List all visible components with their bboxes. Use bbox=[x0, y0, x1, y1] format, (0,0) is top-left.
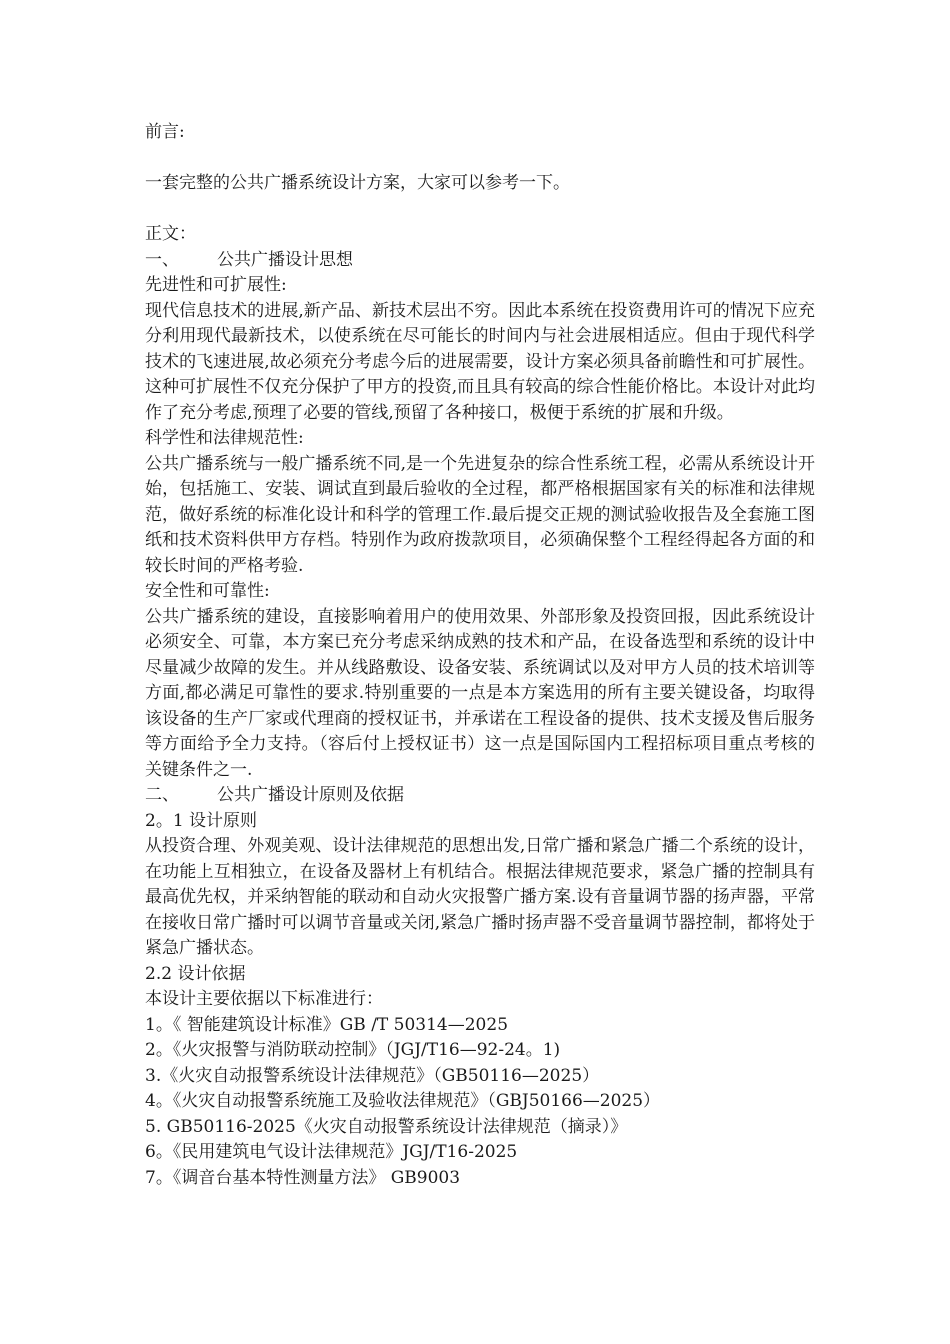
body-label: 正文： bbox=[145, 224, 196, 244]
list-item: 2。《火灾报警与消防联动控制》（JGJ/T16—92-24。1) bbox=[145, 1040, 561, 1060]
blank-line bbox=[145, 146, 815, 172]
subsection-2-1-text: 从投资合理、外观美观、设计法律规范的思想出发,日常广播和紧急广播二个系统的设计，在功能上互相独立，在设备及器材上有机结合。根据法律规范要求，紧急广播的控制具有最高优先权，并采纳智能的联动和自动火灾报警广播方案.设有音量调节器的扬声器，平常在接收日常广播时可以调节音量或关闭,紧急广播时扬声器不受音量调节器控制，都将处于紧急广播状态。 bbox=[145, 836, 815, 958]
section-2-title: 公共广播设计原则及依据 bbox=[217, 785, 404, 805]
item-text-safety: 公共广播系统的建设，直接影响着用户的使用效果、外部形象及投资回报，因此系统设计必须安全、可靠，本方案已充分考虑采纳成熟的技术和产品，在设备选型和系统的设计中尽量减少故障的发生。并从线路敷设、设备安装、系统调试以及对甲方人员的技术培训等方面,都必满足可靠性的要求.特别重要的一点是本方案选用的所有主要关键设备，均取得该设备的生产厂家或代理商的授权证书，并承诺在工程设备的提供、技术支援及售后服务等方面给予全力支持。（容后付上授权证书）这一点是国际国内工程招标项目重点考核的关键条件之一. bbox=[145, 606, 815, 780]
preface-text: 一套完整的公共广播系统设计方案，大家可以参考一下。 bbox=[145, 173, 570, 193]
item-heading-safety: 安全性和可靠性: bbox=[145, 581, 270, 601]
list-item: 4。《火灾自动报警系统施工及验收法律规范》（GBJ50166—2025） bbox=[145, 1091, 661, 1111]
section-1-title: 公共广播设计思想 bbox=[217, 249, 353, 270]
list-item: 7。《调音台基本特性测量方法》 GB9003 bbox=[145, 1167, 461, 1188]
standards-list bbox=[145, 1013, 815, 1192]
item-heading-scientific: 科学性和法律规范性: bbox=[145, 428, 304, 448]
blank-line bbox=[145, 197, 815, 223]
section-1-heading bbox=[145, 248, 815, 274]
section-2-heading bbox=[145, 783, 815, 809]
list-item: 1。《 智能建筑设计标准》GB /T 50314—2025 bbox=[145, 1014, 509, 1035]
list-item: 5. GB50116-2025《火灾自动报警系统设计法律规范（摘录）》 bbox=[145, 1116, 628, 1137]
subsection-2-2-intro: 本设计主要依据以下标准进行： bbox=[145, 989, 383, 1009]
preface-label: 前言: bbox=[145, 122, 185, 142]
section-2-number: 二、 bbox=[145, 785, 179, 805]
item-heading-advanced: 先进性和可扩展性: bbox=[145, 275, 287, 295]
item-text-advanced: 现代信息技术的进展,新产品、新技术层出不穷。因此本系统在投资费用许可的情况下应充分利用现代最新技术，以使系统在尽可能长的时间内与社会进展相适应。但由于现代科学技术的飞速进展,故必须充分考虑今后的进展需要，设计方案必须具备前瞻性和可扩展性。这种可扩展性不仅充分保护了甲方的投资,而且具有较高的综合性能价格比。本设计对此均作了充分考虑,预理了必要的管线,预留了各种接口，极便于系统的扩展和升级。 bbox=[145, 300, 815, 423]
document-page bbox=[145, 120, 815, 1191]
section-1-number: 一、 bbox=[145, 249, 179, 270]
list-item: 6。《民用建筑电气设计法律规范》JGJ/T16-2025 bbox=[145, 1142, 518, 1162]
item-text-scientific: 公共广播系统与一般广播系统不同,是一个先进复杂的综合性系统工程，必需从系统设计开始，包括施工、安装、调试直到最后验收的全过程，都严格根据国家有关的标准和法律规范，做好系统的标准化设计和科学的管理工作.最后提交正规的测试验收报告及全套施工图纸和技术资料供甲方存档。特别作为政府拨款项目，必须确保整个工程经得起各方面的和较长时间的严格考验. bbox=[145, 453, 815, 576]
subsection-2-1-heading: 2。1 设计原则 bbox=[145, 810, 258, 831]
subsection-2-2-heading: 2.2 设计依据 bbox=[145, 963, 246, 984]
list-item: 3.《火灾自动报警系统设计法律规范》（GB50116—2025） bbox=[145, 1065, 600, 1086]
